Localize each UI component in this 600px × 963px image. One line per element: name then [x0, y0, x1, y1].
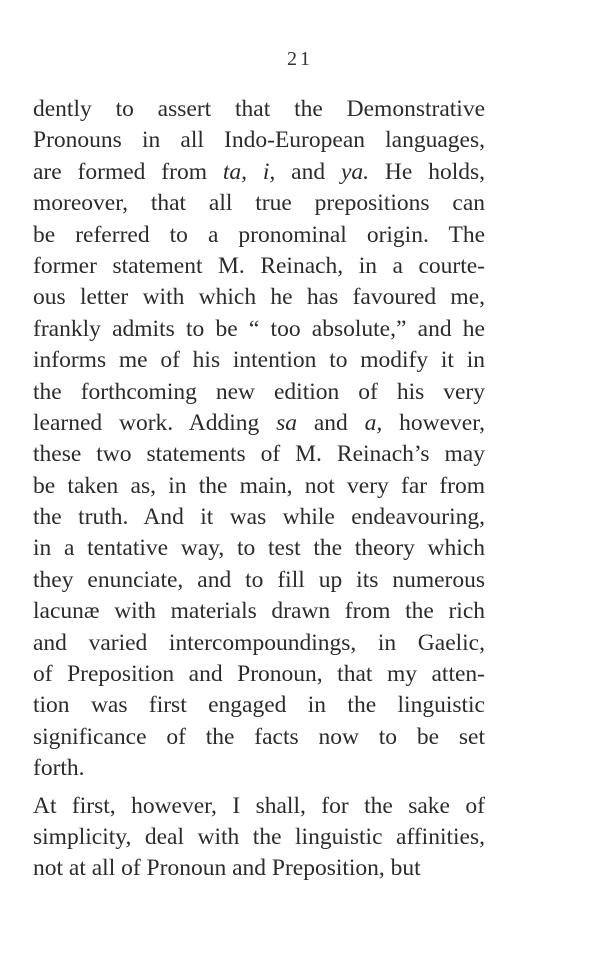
text-line: [33, 345, 485, 376]
text-run: Pronouns in all Indo-European languages,: [33, 127, 485, 154]
text-run: He holds,: [369, 158, 485, 185]
text-line: [33, 408, 485, 439]
text-line: [33, 565, 485, 596]
text-line: [33, 251, 485, 282]
text-run: moreover, that all true prepositions can: [33, 190, 485, 217]
body-text: [33, 94, 485, 885]
text-run: be taken as, in the main, not very far from: [33, 472, 485, 499]
text-line: [33, 157, 485, 188]
text-run: however,: [382, 409, 485, 436]
italic-text: sa: [276, 409, 298, 436]
text-line: [33, 822, 485, 853]
paragraph: [33, 791, 485, 885]
paragraph: [33, 94, 485, 785]
text-line: [33, 533, 485, 564]
italic-text: ya.: [340, 158, 370, 185]
italic-text: a,: [364, 409, 383, 436]
text-line: [33, 659, 485, 690]
page-number: 21: [287, 48, 313, 70]
text-run: significance of the facts now to be set: [33, 723, 485, 750]
text-run: tion was first engaged in the linguistic: [33, 692, 485, 719]
text-run: and: [275, 158, 341, 185]
text-line: [33, 439, 485, 470]
text-run: are formed from: [33, 158, 223, 185]
text-run: former statement M. Reinach, in a courte-: [33, 252, 485, 279]
italic-text: i,: [262, 158, 276, 185]
italic-text: ta,: [222, 158, 248, 185]
text-run: in a tentative way, to test the theory which: [33, 535, 485, 562]
text-run: simplicity, deal with the linguistic affinities,: [33, 823, 485, 850]
text-run: the truth. And it was while endeavouring,: [33, 504, 485, 531]
text-line: [33, 596, 485, 627]
text-line: [33, 125, 485, 156]
text-line: [33, 791, 485, 822]
text-run: lacunæ with materials drawn from the rich: [33, 598, 485, 625]
text-line: [33, 220, 485, 251]
text-run: the forthcoming new edition of his very: [33, 378, 485, 405]
text-line: [33, 502, 485, 533]
text-run: frankly admits to be “ too absolute,” and he: [33, 315, 485, 342]
text-line: [33, 628, 485, 659]
text-run: they enunciate, and to fill up its numerous: [33, 566, 485, 593]
text-run: and: [297, 409, 365, 436]
text-run: forth.: [33, 755, 85, 782]
text-run: be referred to a pronominal origin. The: [33, 221, 485, 248]
text-run: these two statements of M. Reinach’s may: [33, 441, 485, 468]
text-line: [33, 282, 485, 313]
text-line: [33, 377, 485, 408]
text-line: [33, 471, 485, 502]
text-line: [33, 722, 485, 753]
text-line: [33, 753, 485, 784]
text-line: [33, 94, 485, 125]
text-line: [33, 188, 485, 219]
text-run: and varied intercompoundings, in Gaelic,: [33, 629, 485, 656]
text-run: informs me of his intention to modify it in: [33, 347, 485, 374]
text-line: [33, 853, 485, 884]
text-run: ous letter with which he has favoured me,: [33, 284, 485, 311]
text-run: At first, however, I shall, for the sake of: [33, 792, 485, 819]
text-run: learned work. Adding: [33, 409, 277, 436]
text-run: not at all of Pronoun and Preposition, but: [33, 855, 421, 882]
text-line: [33, 690, 485, 721]
text-run: of Preposition and Pronoun, that my atten-: [33, 661, 485, 688]
text-line: [33, 314, 485, 345]
text-run: [247, 159, 263, 185]
text-run: dently to assert that the Demonstrative: [33, 96, 485, 122]
